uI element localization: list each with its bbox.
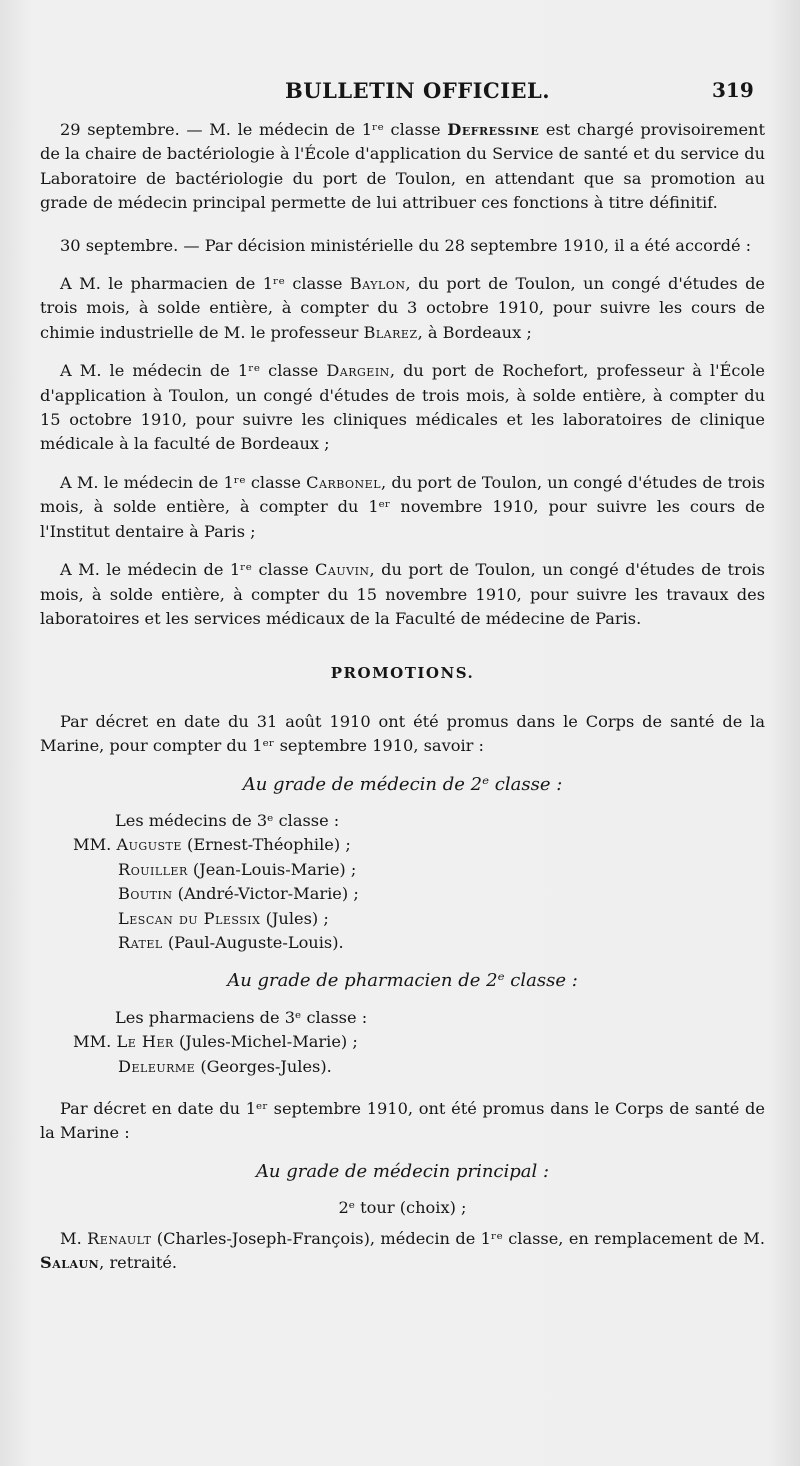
paragraph-cauvin	[40, 558, 765, 631]
body-text	[40, 118, 765, 1275]
name-entry	[118, 882, 765, 906]
grade-heading: Au grade de médecin principal :	[255, 1160, 550, 1182]
text: , du port de Toulon, un congé d'études de trois mois, à solde entière, à compter du 15 novembre 1910, pour suivre les travaux des laboratoires et les services médicaux de la Faculté de médecine de Paris.	[40, 560, 765, 628]
name-entry	[118, 907, 765, 931]
dash: —	[178, 235, 205, 255]
person-name: Dargein	[326, 361, 390, 381]
person-name: Baylon	[349, 274, 406, 294]
person-surname: Deleurme	[118, 1056, 196, 1076]
person-given: (Ernest-Théophile) ;	[181, 835, 351, 855]
text: , du port de Toulon, un congé d'études de trois mois, à solde entière, à compter du 3 octobre 1910, pour suivre les cours de chimie industrielle de M. le professeur	[40, 274, 766, 342]
text: , retraité.	[99, 1253, 178, 1273]
paragraph-dargein	[40, 359, 765, 457]
person-name: Blarez	[363, 322, 418, 342]
page-header	[0, 78, 800, 108]
text: Par décision ministérielle du 28 septembre 1910, il a été accordé :	[204, 235, 752, 255]
name-entry	[118, 858, 765, 882]
person-name: Cauvin	[315, 560, 370, 580]
person-given: (Jules-Michel-Marie) ;	[173, 1032, 358, 1052]
text: A M. le médecin de 1ʳᵉ classe	[60, 361, 327, 381]
person-surname: Le Her	[116, 1032, 174, 1052]
date: 29 septembre.	[60, 120, 180, 139]
mm-prefix: MM.	[73, 835, 117, 855]
text: , à Bordeaux ;	[417, 322, 532, 342]
text: (Charles-Joseph-François), médecin de 1ʳᵉ classe, en remplacement de M.	[151, 1228, 765, 1248]
person-given: (André-Victor-Marie) ;	[172, 884, 359, 904]
tour-line: 2ᵉ tour (choix) ;	[338, 1198, 467, 1218]
text: A M. le médecin de 1ʳᵉ classe	[60, 560, 316, 580]
final-paragraph	[40, 1227, 765, 1276]
name-entry	[73, 833, 765, 857]
paragraph-baylon	[40, 272, 765, 345]
name-entry	[118, 931, 765, 955]
paragraph-decision	[40, 234, 765, 258]
grade-heading: Au grade de pharmacien de 2ᵉ classe :	[227, 970, 578, 992]
person-name: Carbonel	[306, 472, 382, 492]
person-surname: Rouiller	[118, 859, 188, 879]
text: , du port de Rochefort, professeur à l'École d'application à Toulon, un congé d'études de trois mois, à solde entière, à compter du 15 octobre 1910, pour suivre les cliniques médicales et les laboratoires de clinique médicale à la faculté de Bordeaux ;	[40, 361, 765, 454]
page-number: 319	[712, 78, 754, 102]
text: est chargé provisoirement de la chaire de bactériologie à l'École d'application du Service de santé et du service du Laboratoire de bactériologie du port de Toulon, en attendant que sa promotion au grade de médecin principal permette de lui attribuer ces fonctions à titre définitif.	[40, 120, 765, 213]
section-title: PROMOTIONS.	[330, 664, 475, 683]
mm-prefix: MM.	[73, 1032, 117, 1052]
date: 30 septembre.	[60, 235, 179, 255]
person-given: (Georges-Jules).	[195, 1056, 332, 1076]
name-entry	[73, 1030, 765, 1054]
paragraph-carbonel	[40, 471, 765, 544]
decree-paragraph: Par décret en date du 1ᵉʳ septembre 1910, ont été promus dans le Corps de santé de la Marine :	[40, 1099, 765, 1143]
person-name: Renault	[87, 1228, 152, 1248]
person-name: Salaun	[40, 1253, 100, 1273]
name-entry	[118, 1055, 765, 1079]
text: M. le médecin de 1ʳᵉ classe	[209, 120, 448, 139]
person-name: Defressine	[447, 120, 540, 139]
paragraph-defressine	[40, 118, 765, 216]
list-intro: Les médecins de 3ᵉ classe :	[115, 810, 340, 830]
running-title: BULLETIN OFFICIEL.	[285, 78, 551, 103]
person-surname: Boutin	[118, 884, 173, 904]
person-given: (Jules) ;	[260, 908, 329, 928]
dash: —	[179, 120, 210, 139]
list-intro: Les pharmaciens de 3ᵉ classe :	[115, 1007, 368, 1027]
text: M.	[60, 1228, 88, 1248]
text: , du port de Toulon, un congé d'études de trois mois, à solde entière, à compter du 1ᵉʳ novembre 1910, pour suivre les cours de l'Institut dentaire à Paris ;	[40, 472, 765, 541]
grade-heading: Au grade de médecin de 2ᵉ classe :	[242, 773, 563, 795]
person-given: (Paul-Auguste-Louis).	[162, 932, 344, 952]
person-given: (Jean-Louis-Marie) ;	[187, 859, 357, 879]
person-surname: Lescan du Plessix	[118, 908, 261, 928]
text: A M. le pharmacien de 1ʳᵉ classe	[60, 274, 350, 294]
text: A M. le médecin de 1ʳᵉ classe	[60, 472, 307, 492]
decree-paragraph: Par décret en date du 31 août 1910 ont été promus dans le Corps de santé de la Marine, pour compter du 1ᵉʳ septembre 1910, savoir :	[40, 711, 765, 756]
person-surname: Auguste	[116, 835, 182, 855]
person-surname: Ratel	[118, 932, 163, 952]
